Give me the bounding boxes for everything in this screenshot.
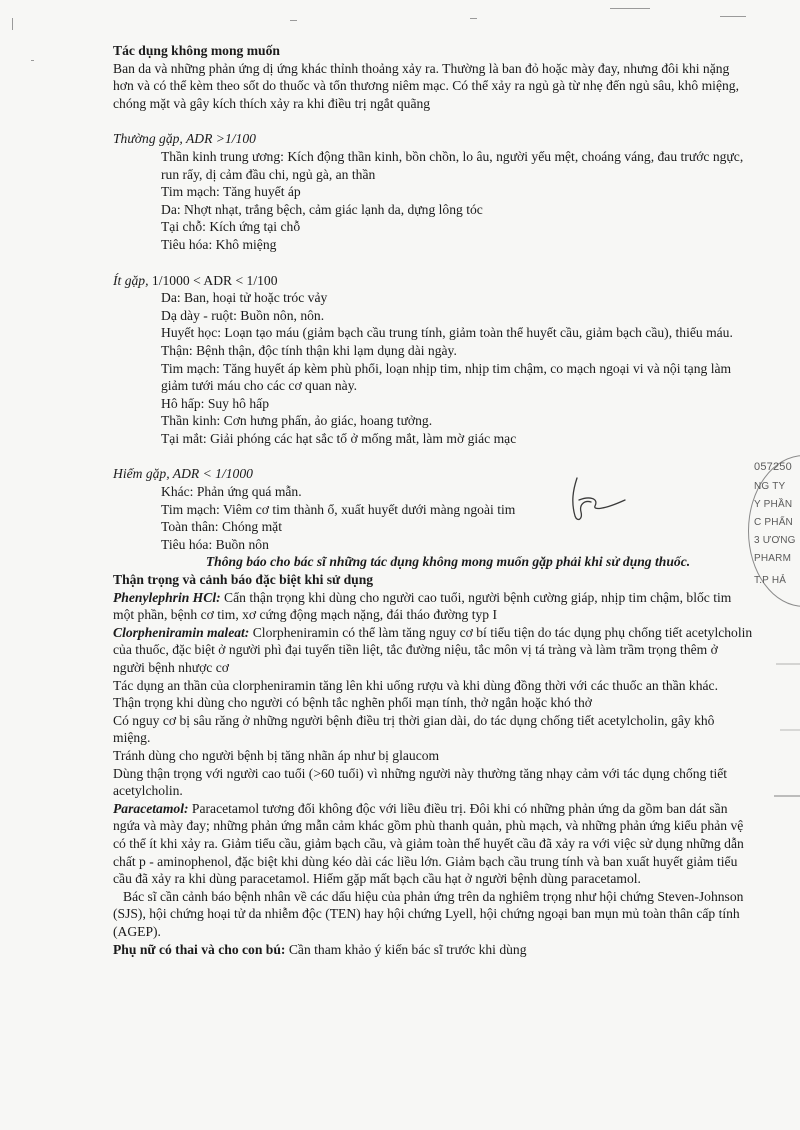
side-effects-heading: Tác dụng không mong muốn	[113, 43, 280, 58]
stamp-text: NG TY	[754, 481, 786, 492]
list-item: Tim mạch: Tăng huyết áp kèm phù phổi, loạn nhịp tim, nhịp tim chậm, co mạch ngoại vi và nội tạng làm giảm tưới máu cho các cơ quan này.	[161, 360, 732, 394]
list-item: Da: Ban, hoại tử hoặc tróc vảy	[161, 290, 328, 306]
list-item: Tim mạch: Tăng huyết áp	[161, 184, 301, 200]
rare-label: Hiếm gặp, ADR < 1/1000	[113, 466, 253, 482]
common-list	[113, 148, 753, 254]
rare-list	[113, 483, 753, 553]
list-item: Da: Nhợt nhạt, trắng bệch, cảm giác lạnh da, dựng lông tóc	[161, 201, 483, 217]
pregnancy-para	[113, 941, 753, 959]
list-item: Tiêu hóa: Buồn nôn	[161, 536, 269, 552]
pregnancy-text: Cần tham khảo ý kiến bác sĩ trước khi dùng	[285, 941, 527, 957]
list-item: Toàn thân: Chóng mặt	[161, 519, 282, 535]
chlorphen-para: Tránh dùng cho người bệnh bị tăng nhãn áp như bị glaucom	[113, 747, 440, 763]
chlorphen-para: Dùng thận trọng với người cao tuổi (>60 tuổi) vì những người này thường tăng nhạy cảm với tác dụng chống tiết acetylcholin.	[113, 765, 728, 799]
chlorphen-para: Tác dụng an thần của clorpheniramin tăng lên khi uống rượu và khi dùng đồng thời với các thuốc an thần khác.	[113, 677, 718, 693]
uncommon-range: 1/1000 < ADR < 1/100	[151, 272, 278, 288]
phenylephrine-para	[113, 589, 753, 624]
list-item: Tiêu hóa: Khô miệng	[161, 236, 277, 252]
list-item: Thận: Bệnh thận, độc tính thận khi lạm dụng dài ngày.	[161, 342, 457, 358]
chlorphen-para: Thận trọng khi dùng cho người có bệnh tắc nghẽn phổi mạn tính, thở ngắn hoặc khó thở	[113, 695, 592, 711]
list-item: Hô hấp: Suy hô hấp	[161, 395, 269, 411]
phenylephrine-text: Cẩn thận trọng khi dùng cho người cao tuổi, người bệnh cường giáp, nhịp tim chậm, blốc tim một phần, bệnh cơ tim, xơ cứng động mạch nặng, đái tháo đường typ I	[113, 589, 732, 623]
stamp-text: 057250	[754, 461, 792, 473]
scan-mark-top	[470, 18, 477, 19]
scan-mark-top-right	[610, 8, 650, 9]
list-item: Tim mạch: Viêm cơ tim thành ổ, xuất huyết dưới màng ngoài tim	[161, 501, 516, 517]
paracetamol-text: Paracetamol tương đối không độc với liều điều trị. Đôi khi có những phản ứng da gồm ban dát sần ngứa và mày đay; những phản ứng mẫn cảm khác gồm phù thanh quản, phù mạch, và những phản ứng kiểu phản vệ có thể ít khi xảy ra. Giảm tiểu cầu, giảm bạch cầu, và giảm toàn thể huyết cầu đã xảy ra với việc sử dụng những dẫn chất p - aminophenol, đặc biệt khi dùng kéo dài các liều lớn. Giảm bạch cầu trung tính và ban xuất huyết giảm tiểu cầu đã xảy ra khi dùng paracetamol. Hiếm gặp mất bạch cầu hạt ở người bệnh dùng paracetamol.	[113, 800, 744, 887]
signature	[565, 470, 635, 530]
chlorphen-text: Clorpheniramin có thể làm tăng nguy cơ bí tiểu tiện do tác dụng phụ chống tiết acetylcholin của thuốc, đặc biệt ở người phì đại tuyến tiền liệt, tắc đường niệu, tắc môn vị tá tràng và làm trầm trọng thêm ở người bệnh nhược cơ	[113, 624, 753, 675]
stamp-residue	[770, 660, 800, 800]
stamp-text: 3 ƯƠNG	[754, 535, 796, 546]
list-item: Tại mắt: Giải phóng các hạt sắc tố ở mống mắt, làm mờ giác mạc	[161, 430, 517, 446]
list-item: Thần kinh trung ương: Kích động thần kinh, bồn chồn, lo âu, người yếu mệt, choáng váng, đau trước ngực, run rẩy, dị cảm đầu chi, ngủ gà, an thần	[161, 148, 744, 182]
paracetamol-para	[113, 800, 753, 888]
chlorphen-label: Clorpheniramin maleat:	[113, 624, 250, 640]
side-effects-notice: Thông báo cho bác sĩ những tác dụng không mong muốn gặp phải khi sử dụng thuốc.	[205, 554, 691, 570]
list-item: Dạ dày - ruột: Buồn nôn, nôn.	[161, 307, 325, 323]
stamp-text: Y PHẦN	[754, 499, 793, 510]
pregnancy-label: Phụ nữ có thai và cho con bú:	[113, 941, 286, 957]
company-stamp	[748, 455, 800, 605]
stamp-text: C PHẨN	[754, 517, 793, 528]
chlorphen-para: Có nguy cơ bị sâu răng ở những người bệnh điều trị thời gian dài, do tác dụng chống tiết acetylcholin, gây khô miệng.	[113, 712, 715, 746]
paracetamol-label: Paracetamol:	[113, 800, 189, 816]
document-page	[113, 42, 753, 958]
scan-mark-top-right	[720, 16, 746, 17]
phenylephrine-label: Phenylephrin HCl:	[113, 589, 221, 605]
uncommon-label: Ít gặp,	[113, 272, 149, 288]
stamp-text: PHARM	[754, 553, 792, 564]
scan-mark-top	[290, 20, 297, 21]
uncommon-list	[113, 289, 753, 447]
list-item: Huyết học: Loạn tạo máu (giảm bạch cầu trung tính, giảm toàn thể huyết cầu, giảm bạch cầu), thiếu máu.	[161, 325, 733, 341]
list-item: Thần kinh: Cơn hưng phấn, ảo giác, hoang tưởng.	[161, 413, 433, 429]
sjs-para: Bác sĩ cần cảnh báo bệnh nhân về các dấu hiệu của phản ứng trên da nghiêm trọng như hội chứng Steven-Johnson (SJS), hội chứng hoại tử da nhiễm độc (TEN) hay hội chứng Lyell, hội chứng ngoại ban mụn mủ toàn thân cấp tính (AGEP).	[113, 888, 744, 939]
scan-mark-left	[31, 60, 34, 61]
scan-mark-top-left	[12, 18, 13, 30]
stamp-text: T.P HẢ	[754, 575, 787, 586]
list-item: Khác: Phản ứng quá mẫn.	[161, 484, 302, 500]
precautions-heading: Thận trọng và cảnh báo đặc biệt khi sử dụng	[113, 572, 374, 588]
chlorphen-para	[113, 624, 753, 677]
side-effects-intro: Ban da và những phản ứng dị ứng khác thỉnh thoảng xảy ra. Thường là ban đỏ hoặc mày đay, nhưng đôi khi nặng hơn và có thể kèm theo sốt do thuốc và tổn thương niêm mạc. Có thể xảy ra ngủ gà từ nhẹ đến ngủ sâu, khô miệng, chóng mặt và gây kích thích xảy ra khi điều trị ngắt quãng	[113, 60, 739, 111]
uncommon-label-line	[113, 272, 753, 290]
list-item: Tại chỗ: Kích ứng tại chỗ	[161, 219, 301, 235]
common-label: Thường gặp, ADR >1/100	[113, 131, 256, 147]
